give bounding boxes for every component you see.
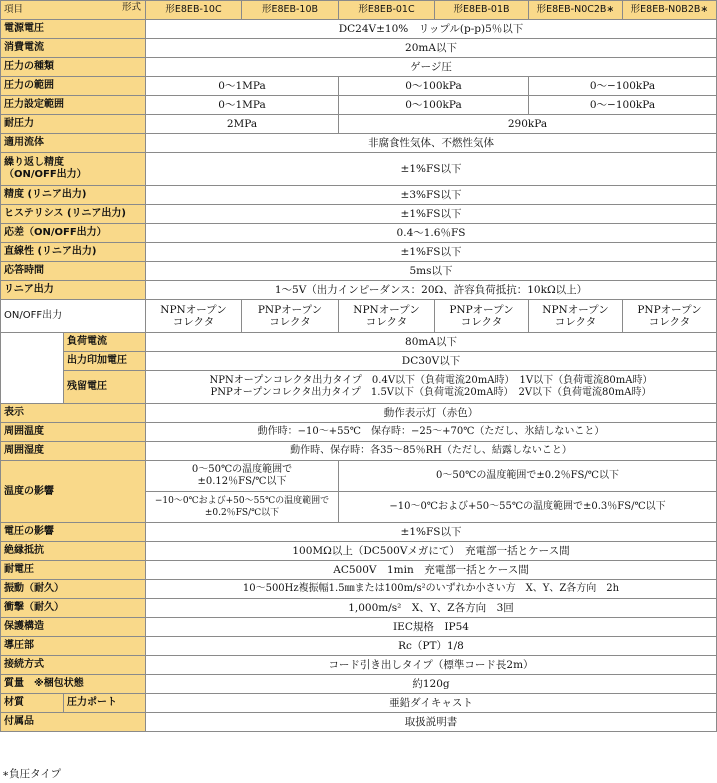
value: ゲージ圧: [146, 58, 717, 77]
label: 残留電圧: [64, 371, 146, 404]
sub-label: 圧力ポート: [64, 694, 146, 713]
value: コード引き出しタイプ（標準コード長2m）: [146, 656, 717, 675]
label: 応差（ON/OFF出力）: [1, 224, 146, 243]
label: 直線性 (リニア出力): [1, 243, 146, 262]
value: 亜鉛ダイキャスト: [146, 694, 717, 713]
label-line-2: （ON/OFF出力）: [4, 169, 87, 180]
value: 非腐食性気体、不燃性気体: [146, 134, 717, 153]
row-ambient-temp: [1, 423, 717, 442]
value: 100MΩ以上（DC500Vメガにて） 充電部一括とケース間: [146, 542, 717, 561]
label: 質量 ※梱包状態: [1, 675, 146, 694]
value: −10〜0℃および+50〜55℃の温度範囲で±0.3％FS/℃以下: [339, 492, 717, 523]
row-hysteresis: [1, 205, 717, 224]
label: 適用流体: [1, 134, 146, 153]
label: ON/OFF出力: [1, 300, 146, 333]
value: 5ms以下: [146, 262, 717, 281]
row-connection: [1, 656, 717, 675]
model-5: 形E8EB-N0C2B∗: [529, 1, 623, 20]
label: リニア出力: [1, 281, 146, 300]
row-diff: [1, 224, 717, 243]
row-shock: [1, 599, 717, 618]
value: 20mA以下: [146, 39, 717, 58]
label: 耐圧力: [1, 115, 146, 134]
row-accuracy: [1, 186, 717, 205]
row-current: [1, 39, 717, 58]
value: NPNオープン コレクタ: [529, 300, 623, 333]
value: −10〜0℃および+50〜55℃の温度範囲で ±0.2％FS/℃以下: [146, 492, 339, 523]
row-accessory: [1, 713, 717, 732]
label: 精度 (リニア出力): [1, 186, 146, 205]
value: 0〜50℃の温度範囲で±0.2％FS/℃以下: [339, 461, 717, 492]
item-label: 項目: [4, 4, 24, 15]
label: 圧力設定範囲: [1, 96, 146, 115]
value: ±1%FS以下: [146, 205, 717, 224]
row-linearity: [1, 243, 717, 262]
label: 保護構造: [1, 618, 146, 637]
row-temp-effect-a: [1, 461, 717, 492]
row-pressure-type: [1, 58, 717, 77]
row-withstand: [1, 115, 717, 134]
value: PNPオープン コレクタ: [435, 300, 529, 333]
row-pressure-range: [1, 77, 717, 96]
value: ±1%FS以下: [146, 523, 717, 542]
row-load-current: [1, 333, 717, 352]
value: 0〜100kPa: [339, 77, 529, 96]
label: 材質: [1, 694, 64, 713]
value: 80mA以下: [146, 333, 717, 352]
onoff-sub-spacer: [1, 333, 64, 404]
value: ±3%FS以下: [146, 186, 717, 205]
value: 0〜−100kPa: [529, 96, 717, 115]
value: PNPオープン コレクタ: [242, 300, 339, 333]
label: 導圧部: [1, 637, 146, 656]
value: DC30V以下: [146, 352, 717, 371]
row-vibration: [1, 580, 717, 599]
value: DC24V±10% リップル(p-p)5％以下: [146, 20, 717, 39]
row-repeat: [1, 153, 717, 186]
model-3: 形E8EB-01C: [339, 1, 435, 20]
row-mass: [1, 675, 717, 694]
residual-line-1: NPNオープンコレクタ出力タイプ 0.4V以下（負荷電流20mA時） 1V以下（負荷電流80mA時）: [209, 375, 653, 386]
row-ambient-humidity: [1, 442, 717, 461]
row-voltage-effect: [1, 523, 717, 542]
value: 0〜50℃の温度範囲で ±0.12％FS/℃以下: [146, 461, 339, 492]
value: 取扱説明書: [146, 713, 717, 732]
model-4: 形E8EB-01B: [435, 1, 529, 20]
row-insulation: [1, 542, 717, 561]
label: 電源電圧: [1, 20, 146, 39]
label: 温度の影響: [1, 461, 146, 523]
row-linear-out: [1, 281, 717, 300]
value: 0.4〜1.6％FS: [146, 224, 717, 243]
residual-line-2: PNPオープンコレクタ出力タイプ 1.5V以下（負荷電流20mA時） 2V以下（負荷電流80mA時）: [210, 387, 652, 398]
value: 0〜1MPa: [146, 77, 339, 96]
value: 0〜1MPa: [146, 96, 339, 115]
model-1: 形E8EB-10C: [146, 1, 242, 20]
value: 10〜500Hz複振幅1.5㎜または100m/s²のいずれか小さい方 X、Y、Z各方向 2h: [146, 580, 717, 599]
header-row: [1, 1, 717, 20]
label: 表示: [1, 404, 146, 423]
value: 約120g: [146, 675, 717, 694]
value: 動作表示灯（赤色）: [146, 404, 717, 423]
value: 動作時、保存時：各35〜85％RH（ただし、結露しないこと）: [146, 442, 717, 461]
label: 耐電圧: [1, 561, 146, 580]
value: [146, 371, 717, 404]
row-residual: [1, 371, 717, 404]
value: IEC規格 IP54: [146, 618, 717, 637]
value: AC500V 1min 充電部一括とケース間: [146, 561, 717, 580]
label: 圧力の種類: [1, 58, 146, 77]
label: 周囲温度: [1, 423, 146, 442]
value: 動作時：−10〜+55℃ 保存時：−25〜+70℃（ただし、氷結しないこと）: [146, 423, 717, 442]
value: 0〜100kPa: [339, 96, 529, 115]
value: 1〜5V（出力インピーダンス：20Ω、許容負荷抵抗：10kΩ以上）: [146, 281, 717, 300]
value: NPNオープン コレクタ: [339, 300, 435, 333]
value: PNPオープン コレクタ: [623, 300, 717, 333]
value: 2MPa: [146, 115, 339, 134]
row-supply-voltage: [1, 20, 717, 39]
label-line-1: 繰り返し精度: [4, 157, 64, 168]
row-protection: [1, 618, 717, 637]
footnote: ∗負圧タイプ: [2, 768, 62, 780]
row-applied-voltage: [1, 352, 717, 371]
label: 付属品: [1, 713, 146, 732]
value: 1,000m/s² X、Y、Z各方向 3回: [146, 599, 717, 618]
value: Rc（PT）1/8: [146, 637, 717, 656]
label: 出力印加電圧: [64, 352, 146, 371]
label: 周囲湿度: [1, 442, 146, 461]
label: 圧力の範囲: [1, 77, 146, 96]
label: 負荷電流: [64, 333, 146, 352]
label: ヒステリシス (リニア出力): [1, 205, 146, 224]
value: NPNオープン コレクタ: [146, 300, 242, 333]
value: 290kPa: [339, 115, 717, 134]
label: [1, 153, 146, 186]
label: 振動（耐久）: [1, 580, 146, 599]
value: ±1%FS以下: [146, 153, 717, 186]
row-dielectric: [1, 561, 717, 580]
row-onoff: [1, 300, 717, 333]
label: 消費電流: [1, 39, 146, 58]
row-indicator: [1, 404, 717, 423]
value: 0〜−100kPa: [529, 77, 717, 96]
row-material: [1, 694, 717, 713]
model-2: 形E8EB-10B: [242, 1, 339, 20]
value: ±1%FS以下: [146, 243, 717, 262]
row-response: [1, 262, 717, 281]
model-6: 形E8EB-N0B2B∗: [623, 1, 717, 20]
row-port: [1, 637, 717, 656]
label: 接続方式: [1, 656, 146, 675]
model-label: 形式: [121, 2, 141, 13]
row-set-range: [1, 96, 717, 115]
label: 電圧の影響: [1, 523, 146, 542]
label: 応答時間: [1, 262, 146, 281]
label: 絶縁抵抗: [1, 542, 146, 561]
row-fluid: [1, 134, 717, 153]
header-item-model: [1, 1, 146, 20]
label: 衝撃（耐久）: [1, 599, 146, 618]
